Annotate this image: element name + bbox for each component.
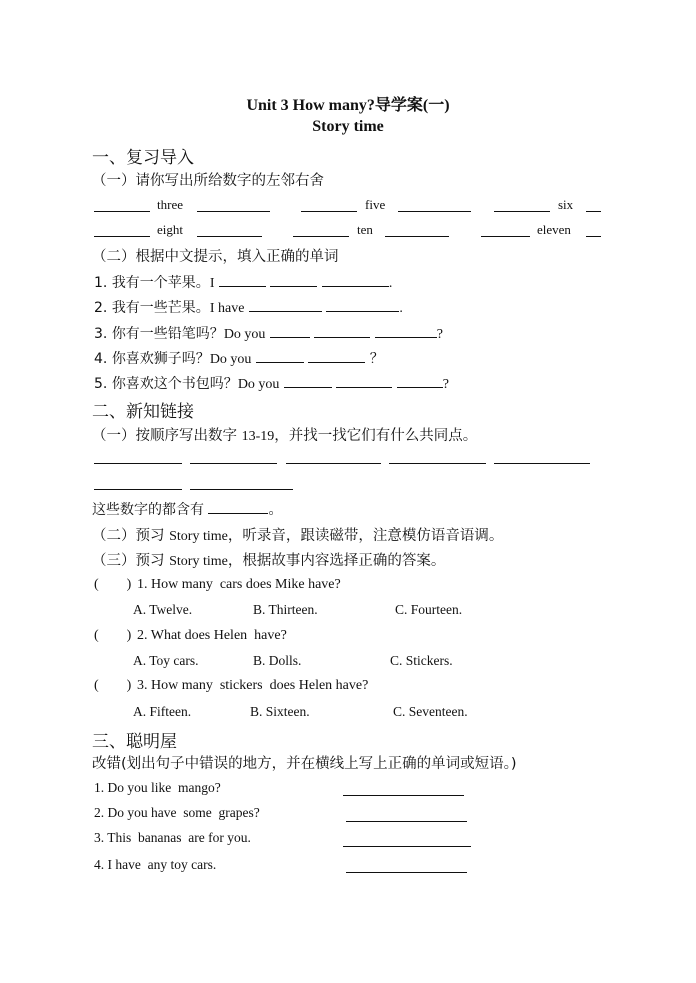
english-start: Do you	[237, 377, 280, 392]
question-text: 1. How many cars does Mike have?	[137, 577, 341, 592]
english-start: Do you	[223, 327, 266, 342]
option-c[interactable]: C. Stickers.	[390, 653, 453, 668]
chinese-prompt: 你有一些铅笔吗？	[111, 326, 224, 342]
option-a[interactable]: A. Twelve.	[133, 602, 193, 617]
correction-sentence: 2. Do you have some grapes?	[94, 805, 260, 820]
section1-heading: 一、复习导入	[92, 148, 194, 168]
answer-blank[interactable]	[389, 463, 486, 464]
option-b[interactable]: B. Thirteen.	[253, 602, 318, 617]
answer-blank[interactable]	[481, 236, 530, 237]
instruction-text: （一）按顺序写出数字	[92, 428, 242, 444]
chinese-prompt: 我有一个苹果。	[111, 275, 210, 291]
answer-bracket[interactable]: ( )	[94, 628, 132, 643]
number-word: six	[558, 197, 574, 212]
answer-blank[interactable]	[586, 211, 601, 212]
answer-bracket[interactable]: ( )	[94, 678, 132, 693]
answer-blank[interactable]	[249, 297, 322, 312]
instruction-text: ，并找一找它们有什么共同点。	[274, 428, 478, 444]
english-start: I have	[209, 301, 245, 316]
option-a[interactable]: A. Toy cars.	[133, 653, 199, 668]
number-word: eight	[157, 222, 183, 237]
option-c[interactable]: C. Fourteen.	[395, 602, 463, 617]
story-time-label: Story time	[169, 529, 228, 544]
option-b[interactable]: B. Sixteen.	[250, 704, 310, 719]
question-text: 3. How many stickers does Helen have?	[137, 678, 369, 693]
instruction-text: （二）预习	[92, 528, 170, 544]
answer-blank[interactable]	[284, 373, 332, 388]
correction-sentence: 1. Do you like mango?	[94, 780, 221, 795]
answer-blank[interactable]	[270, 272, 317, 287]
fill-item-3	[94, 323, 443, 343]
answer-blank[interactable]	[190, 489, 293, 490]
answer-blank[interactable]	[286, 463, 381, 464]
fill-item-4	[94, 348, 384, 368]
answer-blank[interactable]	[190, 463, 277, 464]
answer-blank[interactable]	[397, 373, 443, 388]
number-word: five	[365, 197, 386, 212]
answer-blank[interactable]	[94, 463, 182, 464]
common-prefix: 这些数字的都含有	[92, 502, 204, 518]
common-feature-line	[92, 499, 282, 519]
answer-blank[interactable]	[197, 236, 262, 237]
item-number: 2.	[94, 300, 108, 316]
instruction-text: ，听录音，跟读磁带，注意模仿语音语调。	[227, 528, 504, 544]
english-start: Do you	[209, 352, 252, 367]
correction-sentence: 3. This bananas are for you.	[94, 830, 251, 845]
item-number: 5.	[94, 376, 108, 392]
answer-blank[interactable]	[343, 846, 471, 847]
common-suffix: 。	[268, 502, 283, 518]
number-word: three	[157, 197, 183, 212]
instruction-text: （三）预习	[92, 553, 170, 569]
answer-blank[interactable]	[208, 499, 268, 514]
answer-blank[interactable]	[375, 323, 437, 338]
number-range: 13-19	[241, 429, 275, 444]
answer-blank[interactable]	[398, 211, 471, 212]
answer-blank[interactable]	[343, 795, 464, 796]
answer-blank[interactable]	[314, 323, 370, 338]
answer-blank[interactable]	[293, 236, 349, 237]
end-punct: ？	[369, 351, 384, 367]
answer-bracket[interactable]: ( )	[94, 577, 132, 592]
item-number: 4.	[94, 351, 108, 367]
answer-blank[interactable]	[301, 211, 357, 212]
option-a[interactable]: A. Fifteen.	[133, 704, 192, 719]
answer-blank[interactable]	[308, 348, 365, 363]
section3-heading: 三、聪明屋	[92, 732, 177, 752]
number-word: ten	[357, 222, 373, 237]
answer-blank[interactable]	[346, 821, 467, 822]
fill-item-2	[94, 297, 403, 317]
section2-part3-instruction	[92, 549, 445, 570]
answer-blank[interactable]	[336, 373, 392, 388]
answer-blank[interactable]	[270, 323, 310, 338]
answer-blank[interactable]	[494, 211, 550, 212]
answer-blank[interactable]	[494, 463, 590, 464]
chinese-prompt: 你喜欢这个书包吗？	[111, 376, 238, 392]
section2-heading: 二、新知链接	[92, 402, 194, 422]
section2-part2-instruction	[92, 524, 503, 545]
instruction-text: ，根据故事内容选择正确的答案。	[227, 553, 446, 569]
section3-instruction: 改错(划出句子中错误的地方，并在横线上写上正确的单词或短语。)	[92, 756, 517, 772]
answer-blank[interactable]	[197, 211, 270, 212]
question-text: 2. What does Helen have?	[137, 628, 287, 643]
answer-blank[interactable]	[385, 236, 449, 237]
item-number: 3.	[94, 326, 108, 342]
end-punct: .	[399, 301, 403, 316]
page-title: Unit 3 How many?导学案(一)	[246, 97, 450, 114]
end-punct: .	[388, 276, 393, 291]
answer-blank[interactable]	[256, 348, 304, 363]
end-punct: ?	[436, 327, 444, 342]
answer-blank[interactable]	[94, 211, 150, 212]
section1-part2-instruction: （二）根据中文提示，填入正确的单词	[92, 249, 339, 265]
story-time-label: Story time	[169, 554, 228, 569]
end-punct: ?	[442, 377, 450, 392]
page-subtitle: Story time	[312, 118, 384, 135]
answer-blank[interactable]	[219, 272, 266, 287]
answer-blank[interactable]	[94, 236, 150, 237]
fill-item-5	[94, 373, 449, 393]
answer-blank[interactable]	[94, 489, 182, 490]
option-b[interactable]: B. Dolls.	[253, 653, 302, 668]
answer-blank[interactable]	[586, 236, 601, 237]
item-number: 1.	[94, 275, 108, 291]
answer-blank[interactable]	[322, 272, 389, 287]
chinese-prompt: 你喜欢狮子吗？	[111, 351, 210, 367]
number-word: eleven	[537, 222, 571, 237]
answer-blank[interactable]	[346, 872, 467, 873]
english-start: I	[209, 276, 215, 291]
answer-blank[interactable]	[326, 297, 399, 312]
chinese-prompt: 我有一些芒果。	[111, 300, 210, 316]
fill-item-1	[94, 272, 392, 292]
correction-sentence: 4. I have any toy cars.	[94, 857, 217, 872]
section1-part1-instruction: （一）请你写出所给数字的左邻右舍	[92, 173, 324, 189]
section2-part1-instruction	[92, 424, 477, 445]
option-c[interactable]: C. Seventeen.	[393, 704, 468, 719]
